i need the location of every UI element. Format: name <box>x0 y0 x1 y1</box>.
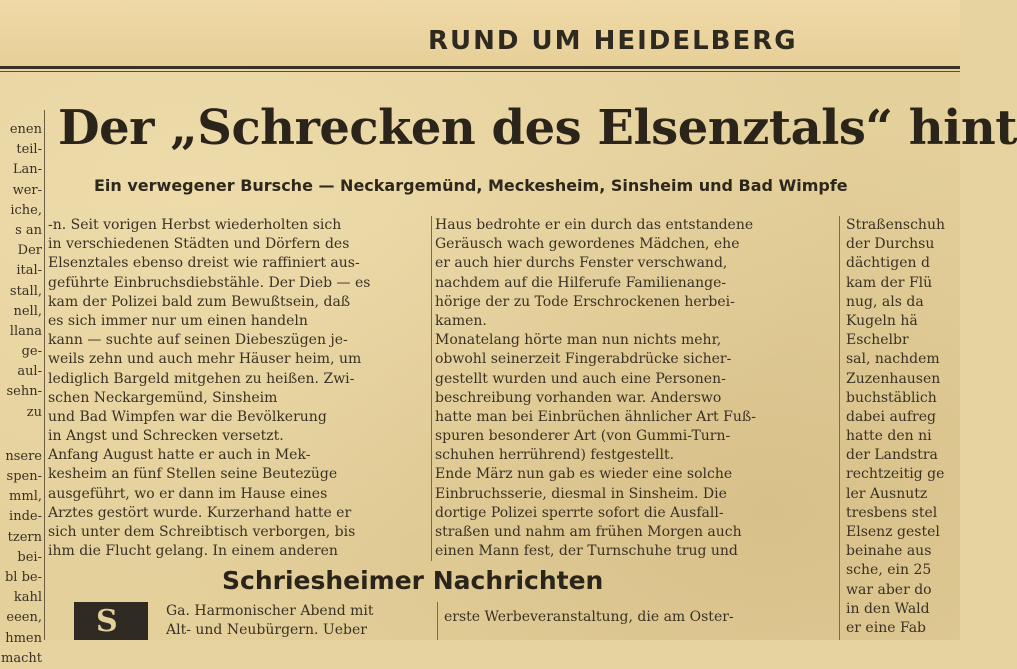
town-crest-logo <box>74 602 148 640</box>
article-column-5 <box>444 608 836 627</box>
text-line: Ende März nun gab es wieder eine solche <box>435 466 733 483</box>
text-line: der Durchsu <box>846 236 935 253</box>
article-column-2 <box>435 216 835 561</box>
text-line: nug, als da <box>846 293 924 310</box>
text-line: s an <box>15 222 42 238</box>
text-line: schen Neckargemünd, Sinsheim <box>48 389 278 406</box>
text-line: und Bad Wimpfen war die Bevölkerung <box>48 408 327 425</box>
text-line: Einbruchsserie, diesmal in Sinsheim. Die <box>435 485 727 502</box>
text-line: lediglich Bargeld mitgehen zu heißen. Zwi- <box>48 370 355 387</box>
text-line: obwohl seinerzeit Fingerabdrücke sicher- <box>435 351 732 368</box>
column-divider <box>437 602 438 640</box>
text-line: in den Wald <box>846 600 930 617</box>
text-line: er auch hier durchs Fenster verschwand, <box>435 255 728 272</box>
text-line: sche, ein 25 <box>846 562 932 579</box>
text-line: hmen <box>5 630 42 646</box>
text-line: der Landstra <box>846 447 938 464</box>
text-line: hatte den ni <box>846 428 932 445</box>
text-line: Alt- und Neubürgern. Ueber <box>166 622 367 638</box>
text-line: war aber do <box>846 581 932 598</box>
text-line: kam der Flü <box>846 274 933 291</box>
text-line: tresbens stel <box>846 504 938 521</box>
article-column-1 <box>48 216 428 561</box>
text-line: enen <box>9 122 42 137</box>
text-line: weils zehn und auch mehr Häuser heim, um <box>48 351 362 368</box>
text-line: ler Ausnutz <box>846 485 928 502</box>
text-line: kam der Polizei bald zum Bewußtsein, daß <box>48 293 351 310</box>
text-line: es sich immer nur um einen handeln <box>48 312 308 329</box>
text-line: sich unter dem Schreibtisch verborgen, bis <box>48 524 356 540</box>
text-line: inde- <box>9 509 42 525</box>
text-line: erste Werbeveranstaltung, die am Oster- <box>444 609 734 625</box>
text-line: ital- <box>16 263 42 279</box>
text-line: bl be- <box>4 569 42 585</box>
text-line: spen- <box>6 469 42 484</box>
text-line: macht <box>1 650 42 666</box>
text-line: ihm die Flucht gelang. In einem anderen <box>48 543 338 560</box>
article-column-4 <box>166 602 430 640</box>
text-line: nsere <box>5 448 42 464</box>
text-line: buchstäblich <box>846 389 937 406</box>
text-line: rechtzeitig ge <box>846 466 945 483</box>
text-line: sal, nachdem <box>846 351 940 368</box>
text-line: Zuzenhausen <box>846 370 941 387</box>
text-line: Straßenschuh <box>846 217 945 233</box>
text-line: kahl <box>13 590 42 606</box>
text-line: gestellt wurden und auch eine Personen- <box>435 370 726 387</box>
text-line: Anfang August hatte er auch in Mek- <box>48 447 311 464</box>
text-line: ge- <box>21 344 42 360</box>
text-line: Arztes gestört wurde. Kurzerhand hatte er <box>48 504 352 521</box>
section-title: RUND UM HEIDELBERG <box>428 26 798 56</box>
text-line: Geräusch wach gewordenes Mädchen, ehe <box>435 236 740 253</box>
text-line: ausgeführt, wo er dann im Hause eines <box>48 485 328 502</box>
text-line: tzern <box>7 529 42 545</box>
text-line: stall, <box>9 283 42 299</box>
previous-article-column <box>0 120 42 666</box>
text-line: Elsenz gestel <box>846 524 940 540</box>
text-line: teil- <box>16 142 42 158</box>
text-line: straßen und nahm am frühen Morgen auch <box>435 524 742 540</box>
text-line: kann — suchte auf seinen Diebeszügen je- <box>48 332 348 349</box>
text-line: kamen. <box>435 312 487 329</box>
text-line: Kugeln hä <box>846 312 918 329</box>
column-divider <box>44 110 45 640</box>
text-line: -n. Seit vorigen Herbst wiederholten sich <box>48 217 342 233</box>
column-divider <box>431 216 432 561</box>
text-line: nell, <box>13 303 42 319</box>
text-line: in Angst und Schrecken versetzt. <box>48 428 284 445</box>
text-line: in verschiedenen Städten und Dörfern des <box>48 236 350 253</box>
text-line: Der <box>17 243 42 259</box>
text-line: mml, <box>9 489 42 505</box>
text-line: Ga. Harmonischer Abend mit <box>166 603 374 619</box>
text-line: beinahe aus <box>846 543 932 560</box>
text-line: kesheim an fünf Stellen seine Beutezüge <box>48 466 338 483</box>
text-line: geführte Einbruchsdiebstähle. Der Dieb — es <box>48 274 371 291</box>
text-line: Lan- <box>12 162 42 178</box>
text-line: aul- <box>17 364 42 380</box>
text-line: Haus bedrohte er ein durch das entstandene <box>435 217 754 233</box>
text-line: dortige Polizei sperrte sofort die Ausfall- <box>435 504 724 521</box>
page-header <box>0 0 960 66</box>
logo-letter: S <box>96 604 118 639</box>
text-line: Eschelbr <box>846 332 909 349</box>
text-line: wer- <box>12 182 42 198</box>
header-rule-thin <box>0 71 960 72</box>
text-line: nachdem auf die Hilferufe Familienange- <box>435 274 727 291</box>
text-line: Elsenztales ebenso dreist wie raffiniert aus- <box>48 255 360 272</box>
text-line: hörige der zu Tode Erschrockenen herbei- <box>435 293 735 310</box>
text-line: bei- <box>17 549 42 565</box>
text-line: zu <box>26 404 42 420</box>
text-line: schuhen herrührend) festgestellt. <box>435 447 675 464</box>
text-line: einen Mann fest, der Turnschuhe trug und <box>435 543 738 560</box>
subheadline: Ein verwegener Bursche — Neckargemünd, Meckesheim, Sinsheim und Bad Wimpfe <box>94 176 848 195</box>
text-line: iche, <box>10 202 42 218</box>
text-line: hatte man bei Einbrüchen ähnlicher Art Fuß- <box>435 408 756 425</box>
text-line: dabei aufreg <box>846 408 936 425</box>
section-subheadline: Schriesheimer Nachrichten <box>222 566 604 595</box>
text-line: sehn- <box>6 384 42 400</box>
text-line: eeen, <box>6 610 42 626</box>
text-line: llana <box>9 323 42 339</box>
headline: Der „Schrecken des Elsenztals“ hint <box>58 100 1017 156</box>
text-line: er eine Fab <box>846 619 927 636</box>
header-rule <box>0 66 960 69</box>
text-line: spuren besonderer Art (von Gummi-Turn- <box>435 428 731 445</box>
article-column-3 <box>846 216 960 638</box>
text-line: dächtigen d <box>846 255 930 272</box>
text-line: Monatelang hörte man nun nichts mehr, <box>435 332 722 349</box>
text-line: beschreibung vorhanden war. Anderswo <box>435 389 722 406</box>
column-divider <box>839 216 840 640</box>
